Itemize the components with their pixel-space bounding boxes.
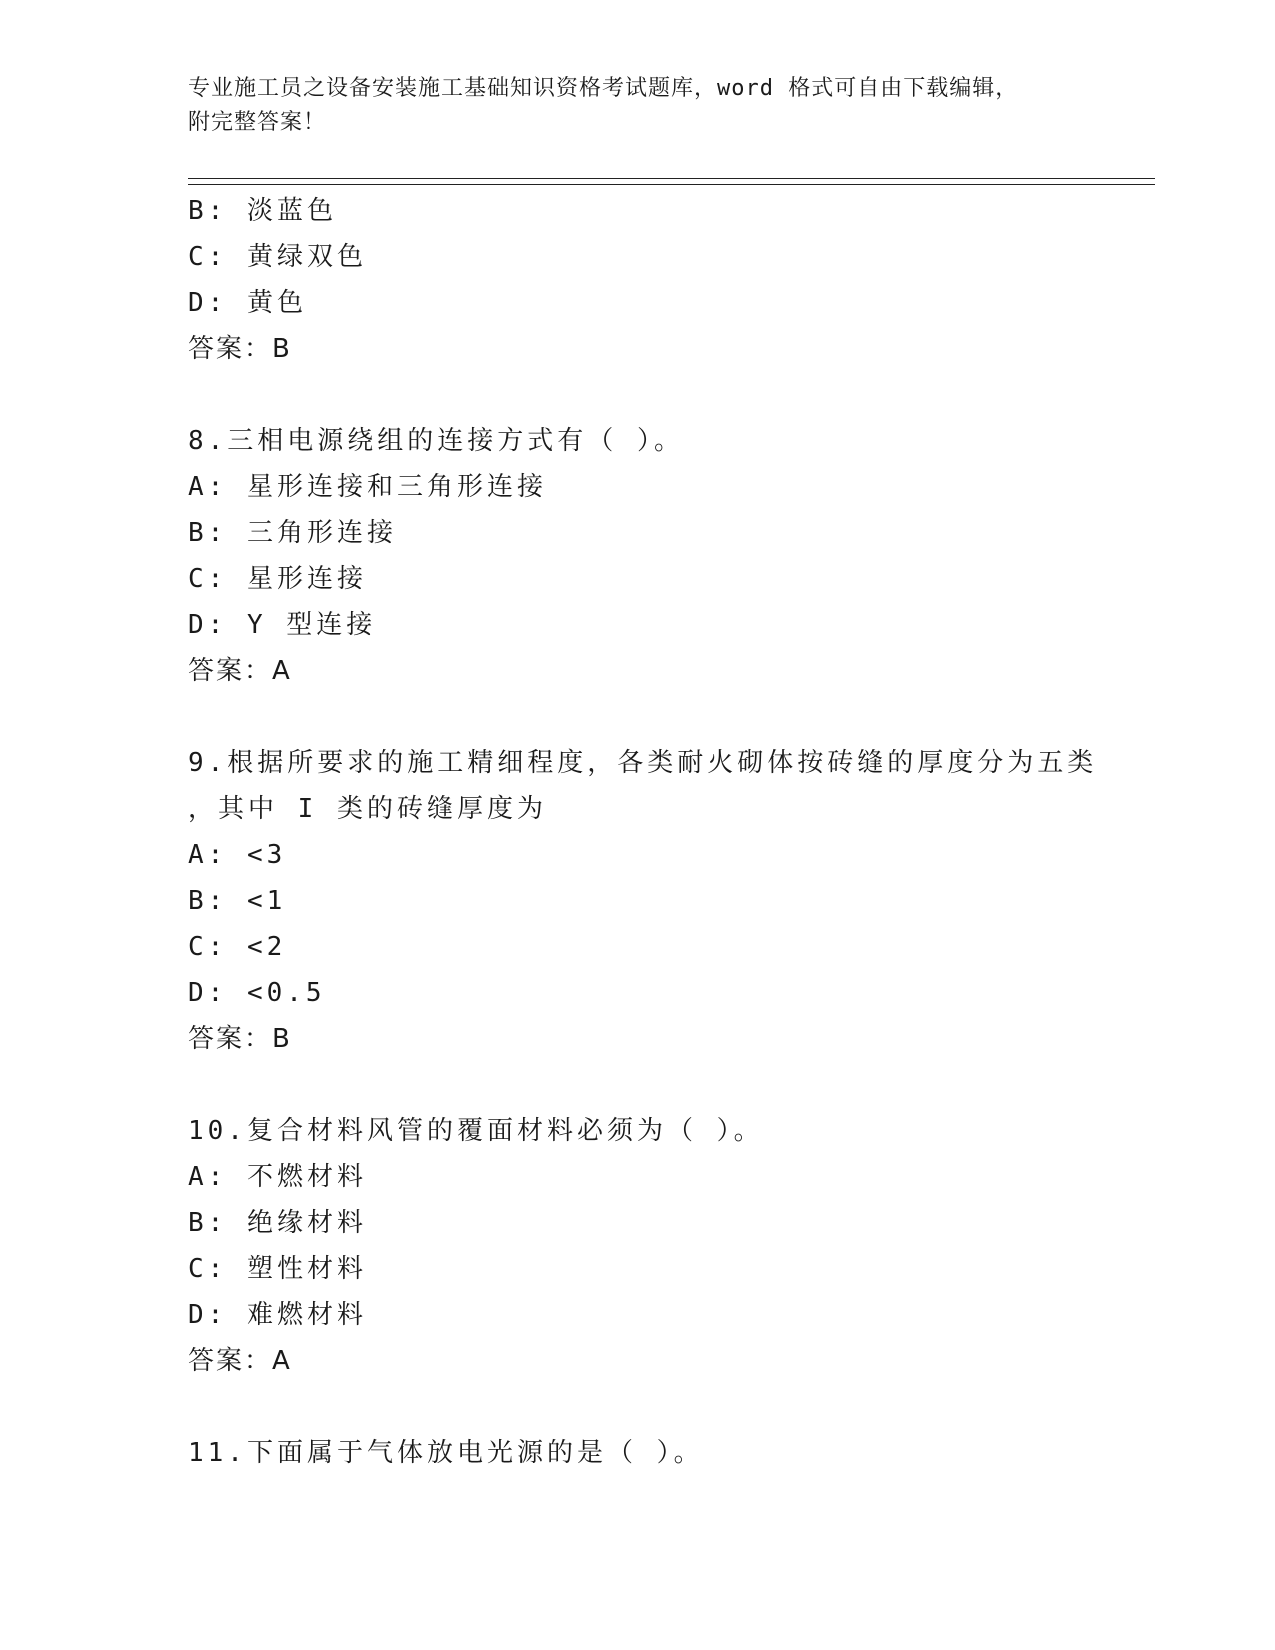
option-b: B: 淡蓝色: [188, 196, 337, 226]
option-d: D: Y 型连接: [188, 610, 377, 640]
answer-line: 答案：A: [188, 1346, 292, 1376]
option-a: A: 不燃材料: [188, 1162, 367, 1192]
option-a: A: 星形连接和三角形连接: [188, 472, 547, 502]
option-b: B: 绝缘材料: [188, 1208, 367, 1238]
answer-line: 答案：B: [188, 1024, 292, 1054]
question-text: 10.复合材料风管的覆面材料必须为（ ）。: [188, 1116, 764, 1146]
option-a: A: <3: [188, 840, 287, 870]
question-block-9: [188, 740, 1148, 1062]
option-c: C: 黄绿双色: [188, 242, 367, 272]
question-text-line-1: 9.根据所要求的施工精细程度，各类耐火砌体按砖缝的厚度分为五类: [188, 748, 1098, 778]
answer-line: 答案：B: [188, 334, 292, 364]
question-block-8: [188, 418, 1148, 694]
option-d: D: <0.5: [188, 978, 326, 1008]
document-header: [188, 72, 1088, 140]
question-block-7: [188, 188, 1148, 372]
option-d: D: 黄色: [188, 288, 307, 318]
option-c: C: 塑性材料: [188, 1254, 367, 1284]
header-line-2: 附完整答案！: [188, 110, 327, 135]
question-block-11: [188, 1430, 1148, 1476]
option-c: C: 星形连接: [188, 564, 367, 594]
question-text: 8.三相电源绕组的连接方式有（ ）。: [188, 426, 684, 456]
question-list: [188, 188, 1148, 1476]
header-line-1: 专业施工员之设备安装施工基础知识资格考试题库，word 格式可自由下载编辑，: [188, 76, 1019, 101]
question-text-line-2: ，其中 I 类的砖缝厚度为: [188, 794, 547, 824]
header-divider-top: [188, 178, 1155, 179]
question-block-10: [188, 1108, 1148, 1384]
option-d: D: 难燃材料: [188, 1300, 367, 1330]
option-c: C: <2: [188, 932, 287, 962]
question-text: 11.下面属于气体放电光源的是（ ）。: [188, 1438, 704, 1468]
option-b: B: <1: [188, 886, 287, 916]
answer-line: 答案：A: [188, 656, 292, 686]
header-divider-bottom: [188, 184, 1155, 185]
option-b: B: 三角形连接: [188, 518, 397, 548]
